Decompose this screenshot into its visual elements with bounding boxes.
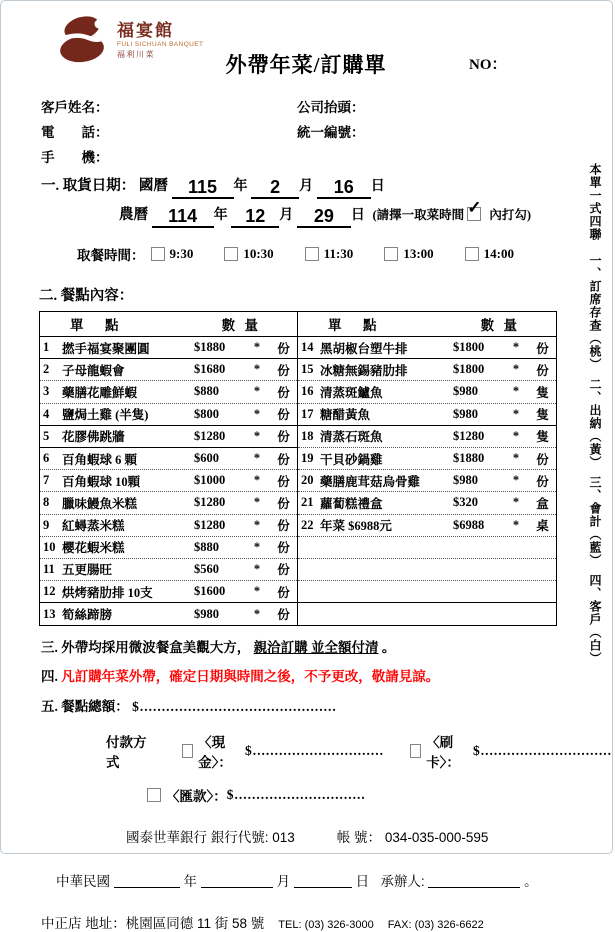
total-amount-line: $.............................................	[132, 699, 337, 715]
menu-item-unit: 份	[277, 385, 290, 400]
account-label: 帳 號：	[336, 830, 382, 846]
menu-item-unit: 份	[277, 474, 290, 489]
pickup-time-label: 13:00	[403, 246, 434, 261]
lunar-label: 農曆	[119, 207, 148, 223]
time-checkbox[interactable]	[151, 247, 165, 261]
menu-row	[298, 448, 556, 470]
pickup-time-option	[305, 246, 354, 262]
note-three-period: 。	[381, 640, 396, 656]
lunar-month-value: 12	[231, 207, 279, 228]
pickup-time-label: 10:30	[243, 246, 274, 261]
check-mark-icon: ✓	[467, 198, 482, 217]
menu-item-star: *	[512, 340, 520, 355]
menu-item-name: 筍絲蹄膀	[62, 608, 113, 623]
meal-time-options	[151, 246, 515, 262]
menu-item-price: $1600	[194, 584, 226, 599]
payment-method-transfer	[147, 785, 366, 805]
menu-item-star: *	[253, 606, 261, 621]
menu-item-unit: 份	[277, 563, 290, 578]
transfer-amount-line: $..............................	[226, 787, 366, 803]
day-blank[interactable]	[294, 872, 352, 888]
signoff-line	[56, 870, 612, 890]
cash-amount-line: $..............................	[244, 743, 384, 759]
transfer-checkbox[interactable]	[147, 788, 161, 802]
menu-item-star: *	[512, 406, 520, 421]
month-suffix: 月	[299, 179, 314, 194]
menu-item-name: 花膠佛跳牆	[62, 430, 125, 445]
brand-logo-icon	[56, 13, 110, 65]
menu-item-price: $560	[194, 561, 219, 576]
period: 。	[524, 874, 538, 890]
tax-id-label: 統一編號：	[297, 124, 365, 140]
year-suffix: 年	[183, 874, 198, 890]
year-suffix: 年	[213, 208, 228, 223]
menu-item-star: *	[253, 451, 261, 466]
header-qty: 數 量	[480, 318, 520, 333]
menu-item-name: 百角蝦球 10顆	[62, 474, 141, 489]
menu-item-price: $980	[194, 606, 219, 621]
menu-item-unit: 份	[277, 585, 290, 600]
bank-account	[337, 826, 489, 846]
pickup-time-option	[224, 246, 273, 262]
menu-item-number: 5	[43, 428, 50, 443]
menu-item-unit: 份	[536, 474, 549, 489]
menu-row	[40, 470, 297, 492]
menu-row	[298, 537, 556, 559]
menu-item-number: 10	[43, 539, 56, 554]
menu-item-star: *	[512, 362, 520, 377]
menu-item-star: *	[253, 561, 261, 576]
checked-checkbox[interactable]	[467, 198, 482, 221]
menu-item-price: $1800	[453, 362, 485, 377]
menu-item-number: 4	[43, 406, 50, 421]
time-checkbox[interactable]	[465, 247, 479, 261]
menu-row	[40, 426, 297, 448]
menu-table-left	[40, 312, 298, 625]
handler-blank[interactable]	[428, 872, 520, 888]
time-checkbox[interactable]	[224, 247, 238, 261]
lunar-day-value: 29	[297, 207, 351, 228]
menu-item-name: 清蒸石斑魚	[320, 430, 383, 445]
menu-rows-right	[298, 337, 556, 625]
month-suffix: 月	[279, 208, 294, 223]
menu-item-unit: 桌	[536, 519, 549, 534]
menu-row	[298, 470, 556, 492]
menu-item-name: 烘烤豬肋排 10支	[62, 585, 153, 600]
payment-row-1	[106, 731, 612, 771]
menu-item-star: *	[512, 517, 520, 532]
brand-subtitle: 福利川菜	[117, 49, 155, 59]
payment-method-cash	[182, 731, 384, 771]
menu-item-number: 8	[43, 495, 50, 510]
menu-item-star: *	[253, 428, 261, 443]
day-suffix: 日	[355, 874, 370, 890]
header-item: 單 點	[328, 318, 381, 333]
menu-item-price: $320	[453, 495, 478, 510]
menu-item-star: *	[512, 473, 520, 488]
menu-item-name: 子母龍蝦會	[62, 363, 125, 378]
pickup-date-line-gregorian	[41, 174, 612, 199]
pickup-date-line-lunar	[119, 198, 612, 228]
card-amount-line: $..............................	[473, 743, 612, 759]
menu-item-star: *	[253, 539, 261, 554]
note-five	[41, 695, 612, 715]
bank-name-code: 國泰世華銀行 銀行代號: 013	[126, 830, 295, 846]
menu-item-price: $1280	[194, 495, 226, 510]
menu-item-unit: 份	[277, 430, 290, 445]
menu-item-star: *	[253, 362, 261, 377]
time-checkbox[interactable]	[305, 247, 319, 261]
pickup-section-label: 一. 取貨日期：	[41, 178, 136, 194]
note-three	[41, 636, 612, 656]
menu-item-number: 17	[301, 406, 314, 421]
menu-item-unit: 隻	[536, 430, 549, 445]
menu-item-number: 19	[301, 451, 314, 466]
time-note-suffix: 內打勾)	[489, 208, 532, 222]
store-address: 中正店 地址：桃園區同德 11 街 58 號	[41, 916, 265, 932]
menu-item-star: *	[253, 517, 261, 532]
menu-row	[40, 515, 297, 537]
menu-item-name: 臘味鰻魚米糕	[62, 496, 138, 511]
header-qty: 數 量	[221, 318, 261, 333]
menu-item-name: 紅蟳蒸米糕	[62, 519, 125, 534]
menu-row	[40, 359, 297, 381]
account-number: 034-035-000-595	[384, 830, 489, 846]
menu-item-star: *	[253, 495, 261, 510]
payment-row-2	[147, 785, 612, 806]
menu-row	[40, 448, 297, 470]
menu-item-price: $1880	[194, 340, 226, 355]
menu-row	[298, 515, 556, 537]
menu-item-price: $980	[453, 473, 478, 488]
day-suffix: 日	[370, 179, 385, 194]
pickup-date-section	[41, 174, 612, 228]
menu-item-name: 黑胡椒台塑牛排	[320, 341, 408, 356]
cash-checkbox[interactable]	[182, 744, 193, 758]
menu-item-star: *	[253, 473, 261, 488]
brand-name-cn: 福宴館	[117, 21, 174, 40]
menu-item-star: *	[512, 451, 520, 466]
menu-item-unit: 份	[277, 496, 290, 511]
menu-item-name: 干貝砂鍋雞	[320, 452, 383, 467]
pickup-time-label: 11:30	[323, 246, 354, 261]
menu-item-number: 9	[43, 517, 50, 532]
menu-item-number: 15	[301, 362, 314, 377]
menu-item-unit: 份	[277, 452, 290, 467]
customer-name-label: 客戶姓名：	[41, 99, 109, 115]
menu-item-number: 18	[301, 428, 314, 443]
note-four	[41, 665, 612, 685]
gregorian-year-value: 115	[172, 178, 234, 199]
total-label: 五. 餐點總額：	[41, 699, 129, 715]
cash-label: 〈現金〉：	[198, 735, 232, 771]
menu-item-number: 7	[43, 473, 50, 488]
menu-item-name: 藥膳鹿茸菇烏骨雞	[320, 474, 421, 489]
menu-item-number: 21	[301, 495, 314, 510]
menu-item-price: $600	[194, 451, 219, 466]
menu-item-unit: 份	[277, 408, 290, 423]
menu-section-label: 二. 餐點內容：	[39, 288, 134, 304]
menu-item-unit: 隻	[536, 385, 549, 400]
menu-item-price: $6988	[453, 517, 485, 532]
bank-info	[126, 826, 612, 846]
menu-item-unit: 份	[277, 363, 290, 378]
menu-row	[298, 492, 556, 514]
menu-row	[40, 603, 297, 625]
company-title-label: 公司抬頭：	[297, 99, 365, 115]
menu-item-name: 清蒸斑鱸魚	[320, 385, 383, 400]
pickup-time-option	[465, 246, 514, 262]
menu-rows-left	[40, 337, 297, 625]
menu-row	[298, 581, 556, 603]
menu-row	[40, 337, 297, 359]
payment-method-card	[410, 731, 612, 771]
handler-label: 承辦人:	[380, 874, 425, 890]
menu-item-number: 6	[43, 451, 50, 466]
menu-item-unit: 隻	[536, 408, 549, 423]
pickup-time-label: 9:30	[169, 246, 194, 261]
menu-item-star: *	[253, 384, 261, 399]
payment-label: 付款方式	[106, 735, 147, 771]
menu-table-header	[298, 312, 556, 337]
menu-row	[298, 603, 556, 625]
gregorian-month-value: 2	[251, 178, 299, 199]
store-tel: TEL: (03) 326-3000	[278, 919, 374, 932]
era-label: 中華民國	[56, 874, 110, 890]
year-suffix: 年	[233, 179, 248, 194]
card-checkbox[interactable]	[410, 744, 421, 758]
menu-row	[40, 537, 297, 559]
gregorian-label: 國曆	[138, 178, 168, 194]
brand-name-en: FULI SICHUAN BANQUET	[117, 40, 204, 48]
note-three-text: 三. 外帶均採用微波餐盒美觀大方，	[41, 640, 251, 656]
menu-row	[40, 559, 297, 581]
menu-table-right	[298, 312, 556, 625]
menu-row	[298, 426, 556, 448]
card-label: 〈刷卡〉：	[426, 735, 460, 771]
menu-item-star: *	[253, 584, 261, 599]
menu-item-unit: 盒	[536, 496, 549, 511]
phone-label: 電 話：	[41, 124, 109, 140]
menu-table-header	[40, 312, 297, 337]
menu-row	[40, 381, 297, 403]
meal-time-row	[77, 244, 612, 264]
menu-item-price: $1280	[194, 517, 226, 532]
menu-item-number: 13	[43, 606, 56, 621]
customer-info	[41, 93, 612, 168]
meal-time-label: 取餐時間：	[77, 248, 145, 263]
form-header	[1, 13, 612, 89]
menu-item-price: $1800	[453, 340, 485, 355]
menu-row	[298, 381, 556, 403]
gregorian-day-value: 16	[317, 178, 371, 199]
menu-item-star: *	[512, 384, 520, 399]
year-blank[interactable]	[114, 872, 180, 888]
menu-item-number: 22	[301, 517, 314, 532]
menu-item-price: $1280	[194, 428, 226, 443]
menu-item-unit: 份	[277, 608, 290, 623]
form-title: 外帶年菜/訂購單	[225, 53, 387, 77]
menu-row	[40, 492, 297, 514]
menu-item-name: 櫻花蝦米糕	[62, 541, 125, 556]
menu-item-number: 14	[301, 340, 314, 355]
menu-item-number: 1	[43, 340, 50, 355]
menu-item-unit: 份	[277, 341, 290, 356]
menu-row	[298, 359, 556, 381]
menu-item-star: *	[253, 340, 261, 355]
menu-item-price: $980	[453, 384, 478, 399]
menu-item-unit: 份	[536, 452, 549, 467]
time-checkbox[interactable]	[384, 247, 398, 261]
menu-row	[298, 559, 556, 581]
menu-item-number: 16	[301, 384, 314, 399]
day-suffix: 日	[350, 208, 365, 223]
note-four-warning: 凡訂購年菜外帶，確定日期與時間之後，不予更改，敬請見諒。	[61, 669, 440, 685]
menu-item-name: 百角蝦球 6 顆	[62, 452, 138, 467]
note-four-label: 四.	[41, 669, 58, 685]
month-suffix: 月	[276, 874, 291, 890]
menu-item-price: $1000	[194, 473, 226, 488]
note-three-underline: 親洽訂購 並全額付清	[253, 640, 379, 656]
month-blank[interactable]	[201, 872, 273, 888]
menu-item-name: 糖醋黃魚	[320, 408, 371, 423]
menu-row	[298, 404, 556, 426]
mobile-label: 手 機：	[41, 149, 109, 165]
menu-item-star: *	[512, 428, 520, 443]
pickup-time-label: 14:00	[483, 246, 514, 261]
menu-item-price: $880	[194, 384, 219, 399]
menu-item-unit: 份	[536, 341, 549, 356]
time-note-prefix: (請擇一取菜時間	[372, 208, 465, 222]
menu-item-unit: 份	[536, 363, 549, 378]
menu-item-price: $1280	[453, 428, 485, 443]
copy-distribution-note: 本單一式四聯 一、訂席存查（桃） 二、出納（黃） 三、會計（藍） 四、客戶（白）	[588, 163, 602, 665]
menu-item-price: $1880	[453, 451, 485, 466]
menu-row	[40, 404, 297, 426]
time-note	[372, 198, 532, 222]
menu-item-name: 蘿蔔糕禮盒	[320, 496, 383, 511]
menu-row	[298, 337, 556, 359]
pickup-time-option	[151, 246, 194, 262]
transfer-label: 〈匯款〉：	[166, 789, 227, 805]
menu-row	[40, 581, 297, 603]
store-fax: FAX: (03) 326-6622	[387, 919, 484, 932]
header-item: 單 點	[70, 318, 123, 333]
store-footer	[41, 912, 612, 932]
menu-item-number: 11	[43, 561, 55, 576]
pickup-time-option	[384, 246, 433, 262]
menu-item-name: 冰糖無錫豬肋排	[320, 363, 408, 378]
menu-item-unit: 份	[277, 541, 290, 556]
menu-item-star: *	[512, 495, 520, 510]
menu-item-number: 12	[43, 584, 56, 599]
menu-item-name: 年菜 $6988元	[320, 519, 392, 534]
menu-item-name: 五更腸旺	[62, 563, 113, 578]
menu-item-price: $800	[194, 406, 219, 421]
order-number-label: NO：	[469, 57, 507, 73]
menu-item-unit: 份	[277, 519, 290, 534]
menu-item-number: 2	[43, 362, 50, 377]
menu-table	[39, 311, 557, 626]
menu-item-name: 藥膳花雕鮮蝦	[62, 385, 138, 400]
menu-item-price: $980	[453, 406, 478, 421]
menu-item-number: 3	[43, 384, 50, 399]
menu-item-price: $880	[194, 539, 219, 554]
menu-item-price: $1680	[194, 362, 226, 377]
menu-item-star: *	[253, 406, 261, 421]
menu-item-name: 撚手福宴聚團圓	[62, 341, 150, 356]
menu-item-number: 20	[301, 473, 314, 488]
menu-item-name: 鹽焗土雞 (半隻)	[62, 408, 149, 423]
lunar-year-value: 114	[152, 207, 214, 228]
